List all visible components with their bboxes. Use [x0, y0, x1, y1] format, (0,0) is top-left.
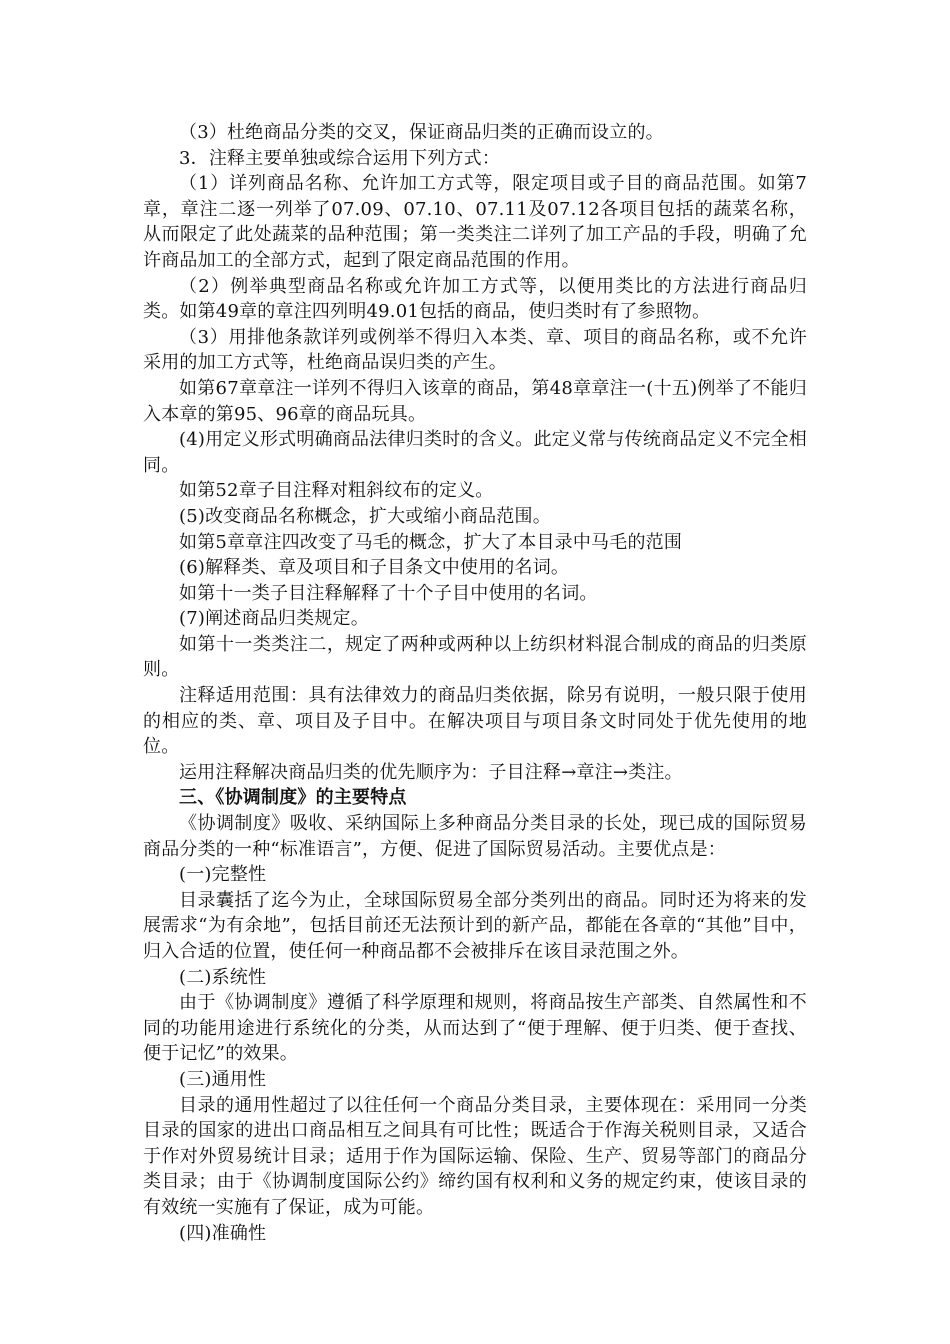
paragraph: 运用注释解决商品归类的优先顺序为：子目注释→章注→类注。 — [179, 761, 683, 783]
paragraph: 目录的通用性超过了以往任何一个商品分类目录，主要体现在：采用同一分类目录的国家的进出口商品相互之间具有可比性；既适合于作海关税则目录，又适合于作对外贸易统计目录；适用于作为国际运输、保险、生产、贸易等部门的商品分类目录；由于《协调制度国际公约》缔约国有权利和义务的规定约束，使该目录的有效统一实施有了保证，成为可能。 — [143, 1094, 807, 1218]
paragraph: 《协调制度》吸收、采纳国际上多种商品分类目录的长处，现已成的国际贸易商品分类的一种“标准语言”，方便、促进了国际贸易活动。主要优点是： — [143, 813, 807, 860]
paragraph: 目录囊括了迄今为止，全球国际贸易全部分类列出的商品。同时还为将来的发展需求“为有余地”，包括目前还无法预计到的新产品，都能在各章的“其他”目中，归入合适的位置，使任何一种商品都不会被排斥在该目录范围之外。 — [143, 889, 807, 962]
document-body — [143, 120, 807, 1246]
paragraph: 注释适用范围：具有法律效力的商品归类依据，除另有说明，一般只限于使用的相应的类、章、项目及子目中。在解决项目与项目条文时同处于优先使用的地位。 — [143, 685, 807, 758]
paragraph: （2）例举典型商品名称或允许加工方式等，以便用类比的方法进行商品归类。如第49章的章注四列明49.01包括的商品，使归类时有了参照物。 — [143, 275, 807, 323]
paragraph: （3）杜绝商品分类的交叉，保证商品归类的正确而设立的。 — [179, 122, 664, 143]
paragraph: 如第十一类子目注释解释了十个子目中使用的名词。 — [179, 582, 598, 604]
paragraph: 如第5章章注四改变了马毛的概念，扩大了本目录中马毛的范围 — [179, 531, 683, 553]
paragraph: (6)解释类、章及项目和子目条文中使用的名词。 — [179, 557, 570, 579]
paragraph: （3）用排他条款详列或例举不得归入本类、章、项目的商品名称，或不允许采用的加工方式等，杜绝商品误归类的产生。 — [143, 326, 807, 374]
paragraph: 由于《协调制度》遵循了科学原理和规则，将商品按生产部类、自然属性和不同的功能用途进行系统化的分类，从而达到了“便于理解、便于归类、便于查找、便于记忆”的效果。 — [143, 992, 807, 1065]
subheading: (三)通用性 — [179, 1068, 267, 1090]
paragraph: (5)改变商品名称概念，扩大或缩小商品范围。 — [179, 505, 551, 527]
paragraph: 3．注释主要单独或综合运用下列方式： — [179, 147, 501, 169]
subheading: (二)系统性 — [179, 966, 267, 988]
paragraph: (4)用定义形式明确商品法律归类时的含义。此定义常与传统商品定义不完全相同。 — [143, 429, 807, 476]
section-heading: 三、《协调制度》的主要特点 — [179, 787, 407, 809]
subheading: (一)完整性 — [179, 864, 267, 886]
paragraph: 如第52章子目注释对粗斜纹布的定义。 — [179, 480, 494, 502]
subheading: (四)准确性 — [179, 1222, 267, 1244]
paragraph: (7)阐述商品归类规定。 — [179, 608, 369, 630]
paragraph: 如第67章章注一详列不得归入该章的商品，第48章章注一(十五)例举了不能归入本章的第95、96章的商品玩具。 — [143, 377, 807, 425]
paragraph: 如第十一类类注二，规定了两种或两种以上纺织材料混合制成的商品的归类原则。 — [143, 633, 807, 681]
paragraph: （1）详列商品名称、允许加工方式等，限定项目或子目的商品范围。如第7章，章注二逐一列举了07.09、07.10、07.11及07.12各项目包括的蔬菜名称，从而限定了此处蔬菜的品种范围；第一类类注二详列了加工产品的手段，明确了允许商品加工的全部方式，起到了限定商品范围的作用。 — [143, 173, 807, 271]
